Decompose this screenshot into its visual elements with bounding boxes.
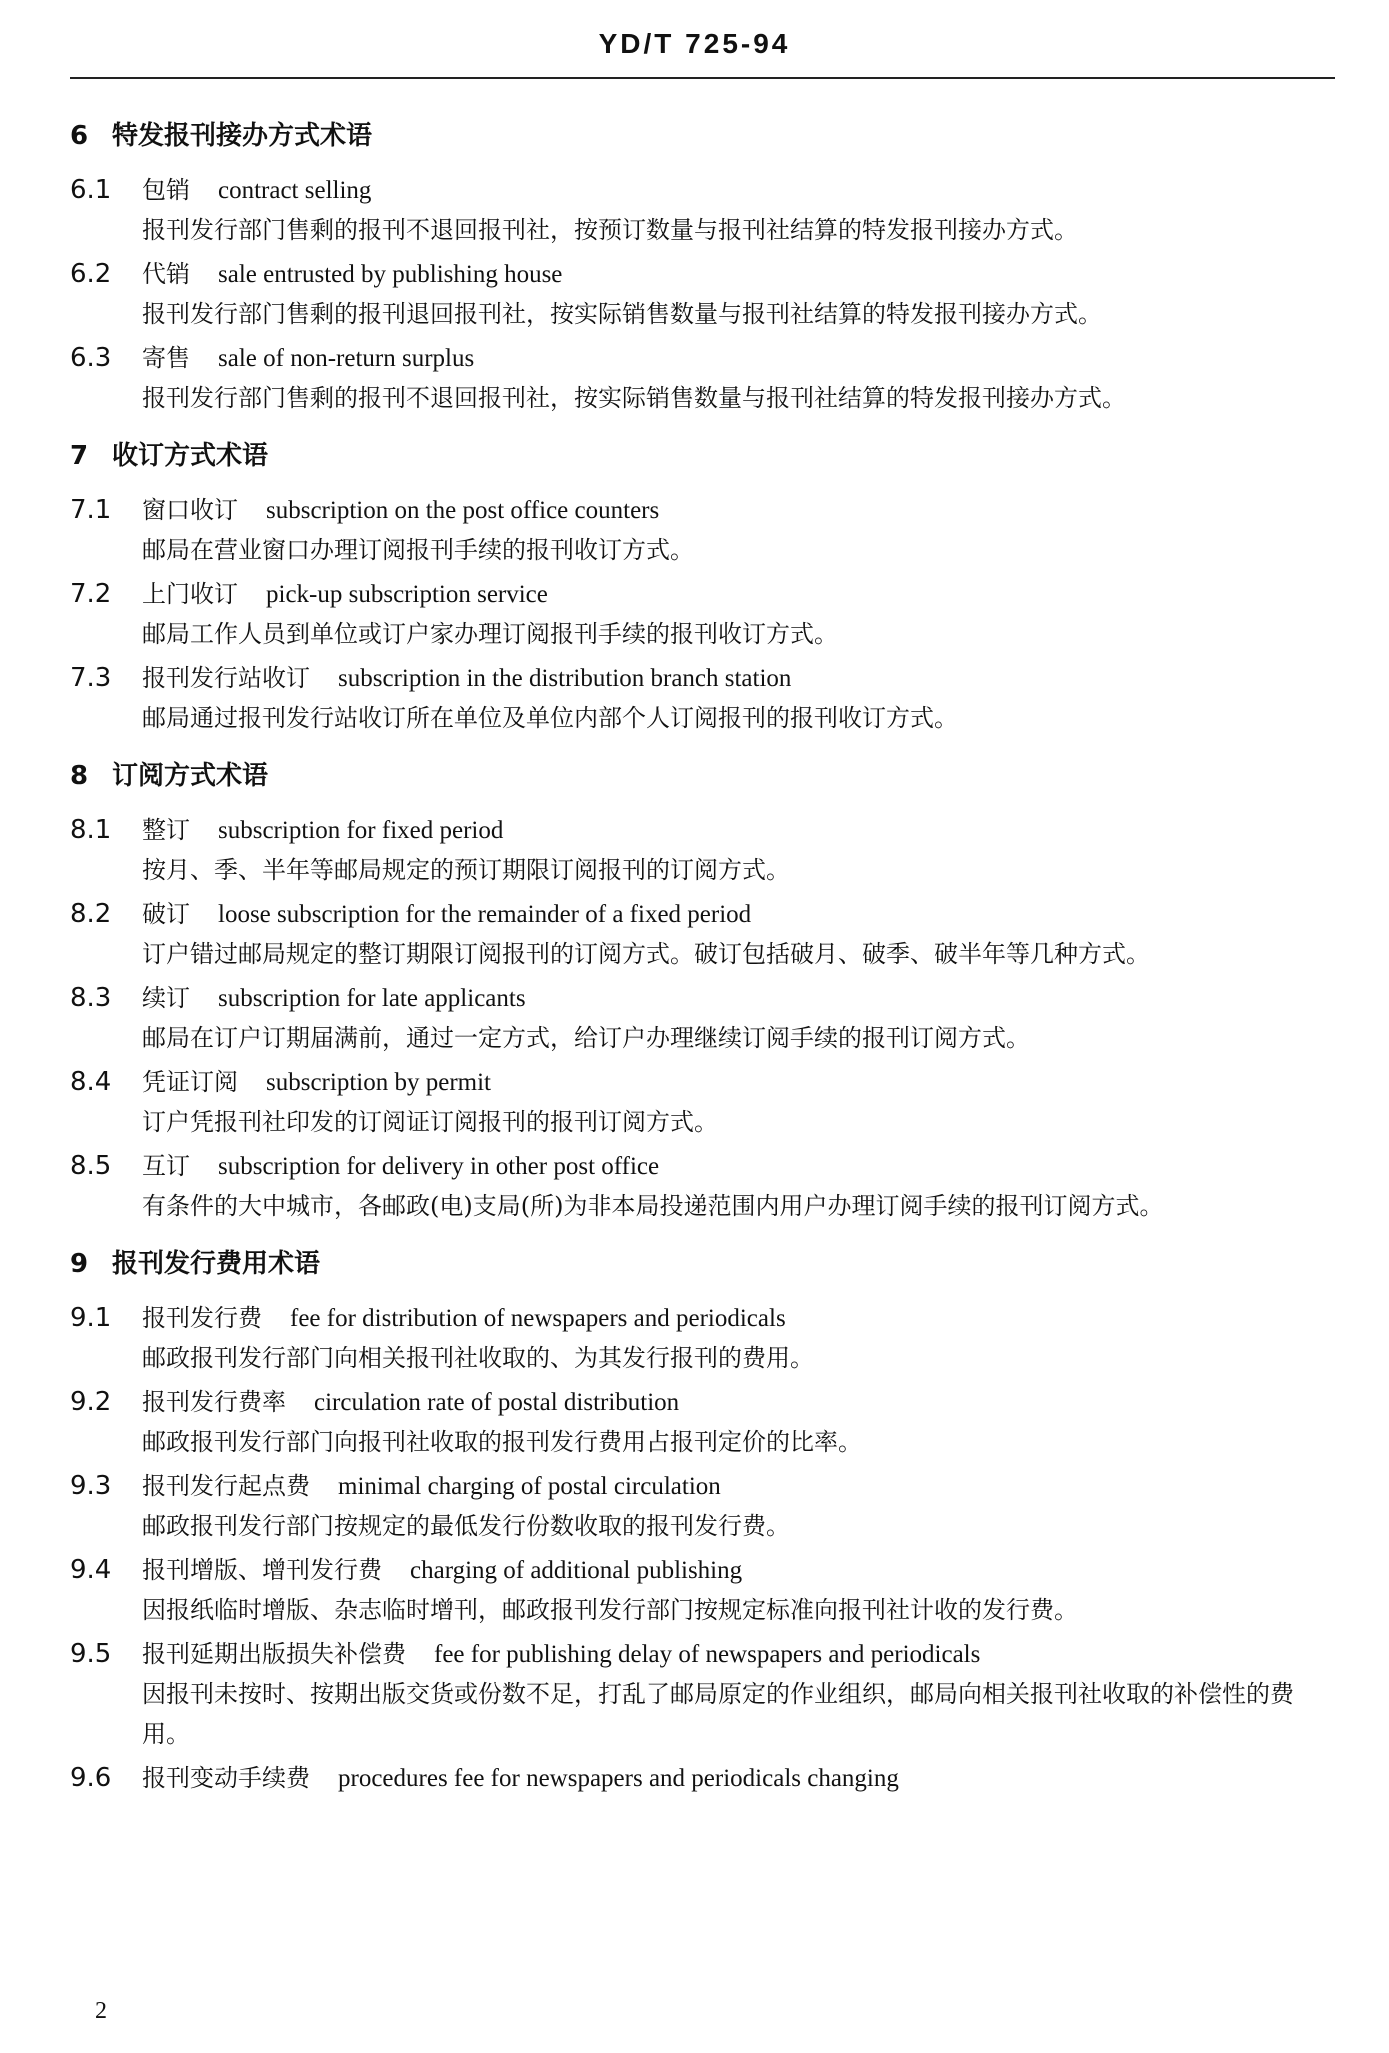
term-line <box>70 1298 1335 1338</box>
term-definition: 邮局工作人员到单位或订户家办理订阅报刊手续的报刊收订方式。 <box>142 620 838 648</box>
term-english: sale entrusted by publishing house <box>218 261 563 288</box>
term-line <box>70 1062 1335 1102</box>
term-chinese: 窗口收订 <box>142 496 238 524</box>
term-chinese: 凭证订阅 <box>142 1068 238 1096</box>
section-heading <box>70 438 1335 474</box>
term-chinese: 包销 <box>142 176 190 204</box>
term-english: fee for distribution of newspapers and periodicals <box>290 1305 786 1332</box>
term-english: procedures fee for newspapers and periodicals changing <box>338 1765 899 1792</box>
term-chinese: 续订 <box>142 984 190 1012</box>
term-english: subscription for fixed period <box>218 817 504 844</box>
term-english: sale of non-return surplus <box>218 345 475 372</box>
term-entry <box>70 658 1335 738</box>
document-body <box>70 118 1335 1802</box>
term-entry <box>70 338 1335 418</box>
term-entry <box>70 170 1335 250</box>
term-line <box>70 1466 1335 1506</box>
term-definition: 报刊发行部门售剩的报刊不退回报刊社，按预订数量与报刊社结算的特发报刊接办方式。 <box>142 216 1078 244</box>
term-definition: 报刊发行部门售剩的报刊退回报刊社，按实际销售数量与报刊社结算的特发报刊接办方式。 <box>142 300 1102 328</box>
term-english: contract selling <box>218 177 372 204</box>
term-line <box>70 978 1335 1018</box>
term-number: 8.2 <box>70 899 112 929</box>
term-number: 7.2 <box>70 579 112 609</box>
term-english: fee for publishing delay of newspapers and periodicals <box>434 1641 981 1668</box>
term-definition: 邮政报刊发行部门向相关报刊社收取的、为其发行报刊的费用。 <box>142 1344 814 1372</box>
term-definition: 有条件的大中城市，各邮政(电)支局(所)为非本局投递范围内用户办理订阅手续的报刊订阅方式。 <box>142 1192 1164 1220</box>
term-entry <box>70 1146 1335 1226</box>
term-english: subscription by permit <box>266 1069 491 1096</box>
term-entry <box>70 978 1335 1058</box>
section-number: 6 <box>70 121 89 151</box>
term-definition: 邮局通过报刊发行站收订所在单位及单位内部个人订阅报刊的报刊收订方式。 <box>142 704 958 732</box>
term-chinese: 上门收订 <box>142 580 238 608</box>
term-entry <box>70 1758 1335 1798</box>
term-number: 8.3 <box>70 983 112 1013</box>
term-number: 6.1 <box>70 175 112 205</box>
term-chinese: 报刊增版、增刊发行费 <box>142 1556 382 1584</box>
term-chinese: 报刊发行费率 <box>142 1388 286 1416</box>
term-entry <box>70 574 1335 654</box>
section-title: 报刊发行费用术语 <box>112 1249 321 1279</box>
term-number: 9.3 <box>70 1471 112 1501</box>
term-line <box>70 170 1335 210</box>
term-entry <box>70 1298 1335 1378</box>
term-line <box>70 574 1335 614</box>
term-number: 9.6 <box>70 1763 112 1793</box>
section-heading <box>70 118 1335 154</box>
term-chinese: 破订 <box>142 900 190 928</box>
term-english: circulation rate of postal distribution <box>314 1389 680 1416</box>
term-chinese: 报刊变动手续费 <box>142 1764 310 1792</box>
term-english: subscription for late applicants <box>218 985 526 1012</box>
term-number: 7.3 <box>70 663 112 693</box>
section-number: 8 <box>70 761 89 791</box>
term-chinese: 报刊发行费 <box>142 1304 262 1332</box>
term-entry <box>70 1634 1335 1754</box>
term-chinese: 报刊延期出版损失补偿费 <box>142 1640 406 1668</box>
term-definition: 因报纸临时增版、杂志临时增刊，邮政报刊发行部门按规定标准向报刊社计收的发行费。 <box>142 1596 1078 1624</box>
term-line <box>70 1146 1335 1186</box>
term-entry <box>70 1062 1335 1142</box>
term-chinese: 整订 <box>142 816 190 844</box>
term-line <box>70 810 1335 850</box>
term-definition: 报刊发行部门售剩的报刊不退回报刊社，按实际销售数量与报刊社结算的特发报刊接办方式。 <box>142 384 1126 412</box>
term-number: 8.4 <box>70 1067 112 1097</box>
term-definition: 因报刊未按时、按期出版交货或份数不足，打乱了邮局原定的作业组织，邮局向相关报刊社收取的补偿性的费用。 <box>142 1680 1294 1748</box>
term-english: loose subscription for the remainder of a fixed period <box>218 901 752 928</box>
term-definition: 按月、季、半年等邮局规定的预订期限订阅报刊的订阅方式。 <box>142 856 790 884</box>
term-english: subscription for delivery in other post office <box>218 1153 660 1180</box>
term-line <box>70 490 1335 530</box>
term-number: 9.2 <box>70 1387 112 1417</box>
term-english: subscription on the post office counters <box>266 497 660 524</box>
term-definition: 邮局在营业窗口办理订阅报刊手续的报刊收订方式。 <box>142 536 694 564</box>
term-chinese: 代销 <box>142 260 190 288</box>
term-entry <box>70 1550 1335 1630</box>
term-number: 9.1 <box>70 1303 112 1333</box>
term-entry <box>70 490 1335 570</box>
term-definition: 订户凭报刊社印发的订阅证订阅报刊的报刊订阅方式。 <box>142 1108 718 1136</box>
term-number: 6.3 <box>70 343 112 373</box>
term-number: 9.5 <box>70 1639 112 1669</box>
term-line <box>70 1758 1335 1798</box>
term-english: minimal charging of postal circulation <box>338 1473 721 1500</box>
term-definition: 邮政报刊发行部门按规定的最低发行份数收取的报刊发行费。 <box>142 1512 790 1540</box>
term-number: 7.1 <box>70 495 112 525</box>
section-heading <box>70 758 1335 794</box>
term-number: 6.2 <box>70 259 112 289</box>
term-chinese: 报刊发行站收订 <box>142 664 310 692</box>
term-definition: 订户错过邮局规定的整订期限订阅报刊的订阅方式。破订包括破月、破季、破半年等几种方式。 <box>142 940 1150 968</box>
term-chinese: 报刊发行起点费 <box>142 1472 310 1500</box>
term-line <box>70 338 1335 378</box>
term-line <box>70 254 1335 294</box>
term-definition: 邮政报刊发行部门向报刊社收取的报刊发行费用占报刊定价的比率。 <box>142 1428 862 1456</box>
section-number: 9 <box>70 1249 89 1279</box>
section-heading <box>70 1246 1335 1282</box>
section-number: 7 <box>70 441 89 471</box>
term-number: 8.5 <box>70 1151 112 1181</box>
term-number: 9.4 <box>70 1555 112 1585</box>
term-line <box>70 1550 1335 1590</box>
term-english: charging of additional publishing <box>410 1557 743 1584</box>
term-entry <box>70 810 1335 890</box>
section-title: 收订方式术语 <box>112 441 269 471</box>
term-entry <box>70 1382 1335 1462</box>
term-entry <box>70 894 1335 974</box>
term-line <box>70 1382 1335 1422</box>
page-number: 2 <box>95 1998 107 2024</box>
term-english: subscription in the distribution branch station <box>338 665 792 692</box>
section-title: 订阅方式术语 <box>112 761 269 791</box>
term-entry <box>70 1466 1335 1546</box>
term-chinese: 寄售 <box>142 344 190 372</box>
term-line <box>70 894 1335 934</box>
section-title: 特发报刊接办方式术语 <box>112 121 373 151</box>
term-line <box>70 1634 1335 1674</box>
term-entry <box>70 254 1335 334</box>
header-rule <box>70 77 1335 79</box>
term-line <box>70 658 1335 698</box>
term-number: 8.1 <box>70 815 112 845</box>
document-header-code: YD/T 725-94 <box>598 28 791 59</box>
term-chinese: 互订 <box>142 1152 190 1180</box>
term-english: pick-up subscription service <box>266 581 548 608</box>
term-definition: 邮局在订户订期届满前，通过一定方式，给订户办理继续订阅手续的报刊订阅方式。 <box>142 1024 1030 1052</box>
